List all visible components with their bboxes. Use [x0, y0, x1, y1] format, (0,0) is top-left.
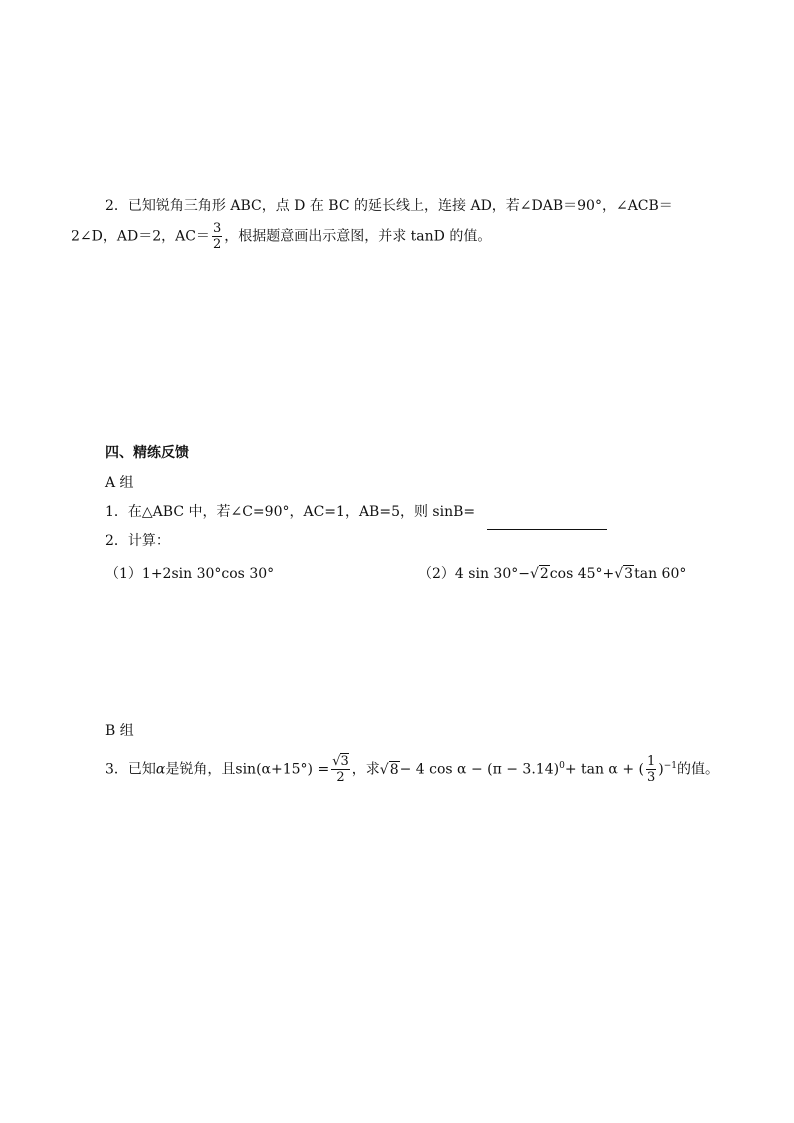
q3-sin-expression: sin(α+15°) =: [235, 761, 330, 778]
q3-exponent-neg1: −1: [663, 760, 678, 771]
q3-text-d: − 4 cos α − (π − 3.14): [399, 761, 560, 778]
fraction-one-third-num: 1: [646, 754, 656, 769]
q3-text-a: 3．已知: [105, 761, 156, 778]
q3-exponent-0: 0: [559, 760, 565, 771]
sqrt-3-radicand-b: 3: [340, 754, 349, 769]
q3-alpha: α: [155, 761, 166, 778]
fraction-one-third-den: 3: [646, 770, 656, 785]
fraction-denominator-2: 2: [336, 770, 345, 785]
fraction-numerator: 3: [212, 221, 222, 236]
calc-part-2-b: cos 45°+: [549, 566, 615, 582]
q3-text-c: ，求: [351, 761, 380, 778]
question-2-line-1: [105, 195, 673, 215]
calc-part-1-expression: 1+2sin 30°cos 30°: [141, 566, 275, 582]
question-2-text-2b: ，根据题意画出示意图，并求 tanD 的值。: [224, 228, 492, 245]
q3-text-b: 是锐角，且: [165, 761, 236, 778]
fraction-three-halves: [212, 222, 222, 251]
section-title-text: 四、精练反馈: [105, 445, 189, 461]
answer-blank-line: [487, 529, 607, 530]
section-title: [105, 442, 189, 462]
group-b-question-3: [105, 755, 719, 784]
group-a-label: [105, 472, 134, 492]
q3-text-g: 的值。: [677, 761, 720, 778]
calc-part-1-label: （1）: [105, 566, 142, 582]
group-b-label-text: B 组: [105, 723, 134, 739]
calc-part-2-label: （2）: [418, 566, 455, 582]
fraction-denominator: 2: [212, 237, 222, 252]
group-a-question-2-text: 2．计算：: [105, 533, 170, 549]
calc-part-1: [105, 563, 274, 583]
fraction-one-third: [646, 755, 656, 784]
group-a-question-1: [105, 501, 475, 521]
calc-part-2: [418, 563, 686, 583]
fraction-sqrt3-over-2: [331, 755, 350, 784]
group-b-label: [105, 720, 134, 740]
sqrt-3-radicand: 3: [624, 566, 634, 582]
sqrt-2-radicand: 2: [539, 566, 549, 582]
fraction-numerator-sqrt3: √3: [332, 754, 349, 769]
sqrt-3: √3: [614, 566, 634, 582]
question-2-text-1: 2．已知锐角三角形 ABC，点 D 在 BC 的延长线上，连接 AD，若∠DAB＝90°，∠ACB＝: [105, 198, 673, 214]
sqrt-8-radicand: 8: [389, 761, 399, 778]
group-a-label-text: A 组: [105, 475, 134, 491]
question-2-text-2a: 2∠D，AD＝2，AC＝: [71, 228, 210, 245]
calc-part-2-c: tan 60°: [634, 566, 687, 582]
group-a-question-1-text: 1．在△ABC 中，若∠C=90°，AC=1，AB=5，则 sinB=: [105, 504, 476, 520]
q3-text-f: ): [658, 761, 664, 778]
question-2-line-2: [71, 222, 491, 251]
sqrt-2: √2: [529, 566, 549, 582]
sqrt-8: √8: [379, 761, 399, 778]
calc-part-2-a: 4 sin 30°−: [454, 566, 530, 582]
q3-text-e: + tan α + (: [564, 761, 644, 778]
group-a-question-2: [105, 530, 170, 550]
